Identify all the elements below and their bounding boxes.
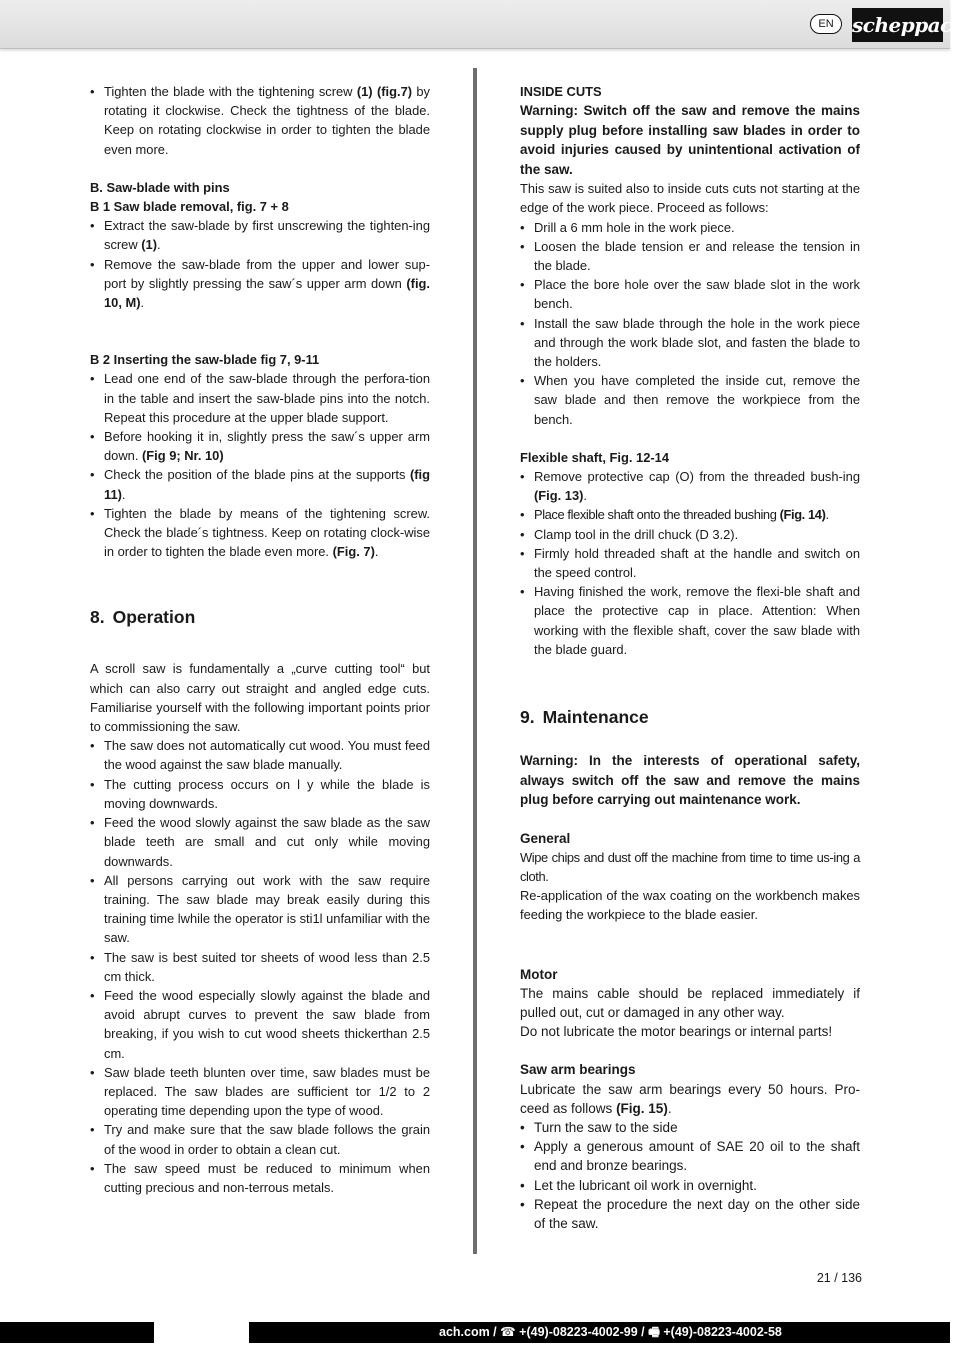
- saw-arm-bearings-title: Saw arm bearings: [520, 1062, 636, 1078]
- list-item: • Firmly hold threaded shaft at the handle and switch on the speed control.: [520, 544, 860, 582]
- motor-paragraph-1: The mains cable should be replaced immediately if pulled out, cut or damaged in any other way.: [520, 985, 860, 1020]
- general-paragraph-2: Re-application of the wax coating on the workbench makes feeding the workpiece to the blade easier.: [520, 888, 860, 923]
- list-item: • Place the bore hole over the saw blade slot in the work bench.: [520, 275, 860, 313]
- language-badge: EN: [810, 14, 842, 34]
- section-9-heading: 9. Maintenance: [520, 707, 649, 728]
- b2-title: B 2 Inserting the saw-blade fig 7, 9-11: [90, 352, 320, 368]
- list-item: • Feed the wood especially slowly against the blade and avoid abrupt curves to prevent the saw blade from breaking, if you wish to cut wood sheets thickerthan 2.5 cm.: [90, 986, 430, 1063]
- list-item: • All persons carrying out work with the saw require training. The saw blade may break easily during this training time lwhile the operator is sti1l unfamiliar with the saw.: [90, 871, 430, 948]
- column-divider: [473, 68, 477, 1254]
- footer-bar: [249, 1322, 950, 1343]
- list-item: • Saw blade teeth blunten over time, saw blades must be replaced. The saw blades are sufficient tor 1/2 to 2 operating time depending upon the type of wood.: [90, 1063, 430, 1121]
- saw-arm-bearings-intro: Lubricate the saw arm bearings every 50 hours. Pro-ceed as follows (Fig. 15).: [520, 1081, 860, 1116]
- footer-bar-left: [0, 1322, 154, 1343]
- list-item: • Drill a 6 mm hole in the work piece.: [520, 218, 860, 237]
- list-item: • The saw speed must be reduced to minimum when cutting precious and non-terrous metals.: [90, 1159, 430, 1197]
- list-item: • Check the position of the blade pins at the supports (fig 11).: [90, 465, 430, 503]
- list-item: • Let the lubricant oil work in overnight.: [520, 1176, 860, 1195]
- list-item: • Apply a generous amount of SAE 20 oil to the shaft end and bronze bearings.: [520, 1137, 860, 1175]
- list-item: • When you have completed the inside cut, remove the saw blade and then remove the workpiece from the bench.: [520, 371, 860, 429]
- section-b-title: B. Saw-blade with pins: [90, 179, 230, 195]
- list-item: • Feed the wood slowly against the saw blade as the saw blade teeth are small and cut only while moving downwards.: [90, 813, 430, 871]
- general-paragraph-1: Wipe chips and dust off the machine from time to time us-ing a cloth.: [520, 849, 860, 884]
- section-8-bullet-list: [90, 736, 430, 1197]
- page-number: 21 / 136: [816, 1271, 862, 1285]
- list-item: • Lead one end of the saw-blade through the perfora-tion in the table and insert the saw-blade pins into the notch. Repeat this procedure at the upper blade support.: [90, 369, 430, 427]
- b2-bullet-list: [90, 369, 430, 561]
- list-item: • Turn the saw to the side: [520, 1118, 860, 1137]
- motor-paragraph-2: Do not lubricate the motor bearings or internal parts!: [520, 1024, 833, 1040]
- list-item: • Remove protective cap (O) from the threaded bush-ing (Fig. 13).: [520, 467, 860, 505]
- list-item: • Tighten the blade by means of the tightening screw. Check the blade´s tightness. Keep on rotating clock-wise in order to tighten the blade even more. (Fig. 7).: [90, 504, 430, 562]
- list-item: • Tighten the blade with the tightening screw (1) (fig.7) by rotating it clockwise. Check the tightness of the blade. Keep on rotating clockwise in order to tighten the blade even more.: [90, 82, 430, 159]
- list-item: • The saw does not automatically cut wood. You must feed the wood against the saw blade manually.: [90, 736, 430, 774]
- list-item: • Try and make sure that the saw blade follows the grain of the wood in order to obtain a clean cut.: [90, 1120, 430, 1158]
- flexible-shaft-title: Flexible shaft, Fig. 12-14: [520, 449, 670, 465]
- inside-cuts-title: INSIDE CUTS: [520, 84, 602, 99]
- motor-title: Motor: [520, 966, 558, 982]
- list-item: • Repeat the procedure the next day on the other side of the saw.: [520, 1195, 860, 1233]
- right-column: [520, 82, 860, 1233]
- b1-title: B 1 Saw blade removal, fig. 7 + 8: [90, 199, 289, 215]
- inside-cuts-intro: This saw is suited also to inside cuts cuts not starting at the edge of the work piece. Proceed as follows:: [520, 181, 860, 216]
- general-title: General: [520, 830, 571, 846]
- footer-contact: ach.com / ☎ +(49)-08223-4002-99 / 🖷 +(49)-08223-4002-58: [439, 1325, 782, 1339]
- list-item: • Clamp tool in the drill chuck (D 3.2).: [520, 525, 860, 544]
- list-item: • Extract the saw-blade by first unscrewing the tighten-ing screw (1).: [90, 216, 430, 254]
- section-8-heading: 8. Operation: [90, 607, 196, 628]
- list-item: • Place flexible shaft onto the threaded bushing (Fig. 14).: [520, 505, 860, 524]
- list-item: • Before hooking it in, slightly press the saw´s upper arm down. (Fig 9; Nr. 10): [90, 427, 430, 465]
- flexible-shaft-bullet-list: [520, 467, 860, 659]
- list-item: • The saw is best suited tor sheets of wood less than 2.5 cm thick.: [90, 948, 430, 986]
- b1-bullet-list: [90, 216, 430, 312]
- page-header: [0, 0, 966, 49]
- list-item: • Loosen the blade tension er and release the tension in the blade.: [520, 237, 860, 275]
- list-item: • Remove the saw-blade from the upper and lower sup-port by slightly pressing the saw´s upper arm down (fig. 10, M).: [90, 255, 430, 313]
- list-item: • Having finished the work, remove the flexi-ble shaft and place the protective cap in place. Attention: When working with the flexible shaft, cover the saw blade with the blade guard.: [520, 582, 860, 659]
- list-item: • Install the saw blade through the hole in the work piece and through the work blade slot, and fasten the blade to the holders.: [520, 314, 860, 372]
- intro-bullet-list: [90, 82, 430, 159]
- saw-arm-bearings-bullet-list: [520, 1118, 860, 1233]
- inside-cuts-bullet-list: [520, 218, 860, 429]
- maintenance-warning: Warning: In the interests of operational safety, always switch off the saw and remove the mains plug before carrying out maintenance work.: [520, 753, 860, 808]
- section-8-intro: A scroll saw is fundamentally a „curve cutting tool“ but which can also carry out straight and angled edge cuts. Familiarise yourself with the following important points prior to commissioning the saw.: [90, 661, 430, 735]
- list-item: • The cutting process occurs on l y while the blade is moving downwards.: [90, 775, 430, 813]
- left-column: [90, 82, 430, 1197]
- brand-logo: scheppach: [852, 8, 943, 42]
- inside-cuts-warning: Warning: Switch off the saw and remove the mains supply plug before installing saw blades in order to avoid injuries caused by unintentional activation of the saw.: [520, 103, 860, 177]
